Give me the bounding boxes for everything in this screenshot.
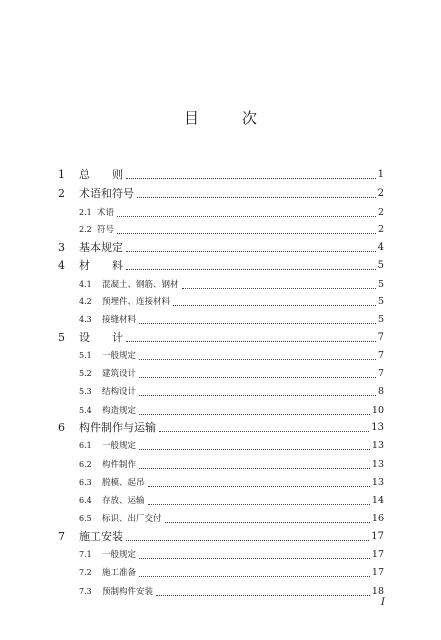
toc-entry[interactable] [0,561,441,579]
toc-entry[interactable] [0,254,441,272]
toc-entry-page: 13 [371,422,384,433]
toc-entry-number: 1 [58,168,65,181]
toc-entry-page: 8 [377,386,384,397]
toc-entry-title: 一般规定 [102,550,137,560]
toc-leader-dots [137,197,376,198]
toc-entry-number: 2 [58,186,65,200]
toc-entry[interactable] [0,344,441,362]
toc-entry[interactable] [0,218,441,236]
page-number: I [381,597,385,608]
toc-entry-number: 6.5 [79,514,92,523]
toc-entry-number: 6.1 [79,441,92,450]
toc-entry-page: 17 [371,549,384,560]
toc-entry-title: 材 料 [79,259,123,272]
toc-entry-number: 5.4 [79,406,92,415]
toc-leader-dots [126,540,369,541]
toc-entry[interactable] [0,236,441,254]
toc-entry-page: 5 [377,279,384,290]
toc-entry-page: 7 [377,368,384,379]
toc-entry[interactable] [0,399,441,417]
toc-entry-number: 6.3 [79,478,92,487]
toc-entry-title: 基本规定 [79,241,123,254]
toc-entry-number: 4.1 [79,280,92,289]
toc-entry-number: 3 [58,241,65,254]
toc-entry-page: 13 [371,477,384,488]
toc-entry[interactable] [0,290,441,308]
toc-leader-dots [139,377,376,378]
toc-entry-number: 7 [58,530,65,543]
toc-entry-number: 5.2 [79,369,92,378]
toc-entry[interactable] [0,182,441,200]
toc-entry-title: 接缝材料 [102,315,137,325]
toc-leader-dots [156,595,370,596]
toc-leader-dots [173,305,376,306]
toc-entry-title: 施工安装 [79,530,123,543]
toc-entry[interactable] [0,580,441,598]
toc-entry[interactable] [0,507,441,525]
toc-leader-dots [159,431,369,432]
toc-entry-title: 脱模、起吊 [102,478,145,488]
toc-entry-page: 14 [371,495,384,506]
toc-entry-page: 2 [377,224,384,235]
toc-entry-number: 4.3 [79,315,92,324]
toc-entry-title: 混凝土、钢筋、钢材 [102,280,179,290]
toc-entry-number: 6 [58,421,65,434]
toc-leader-dots [139,395,376,396]
toc-entry-number: 5.3 [79,387,92,396]
toc-entry-page: 5 [377,260,384,271]
toc-entry-page: 7 [377,332,384,343]
toc-leader-dots [139,414,370,415]
toc-entry-page: 16 [371,513,384,524]
toc-leader-dots [126,178,376,179]
toc-entry[interactable] [0,163,441,181]
toc-entry-title: 存放、运输 [102,496,145,506]
toc-entry-title: 构造规定 [102,406,137,416]
toc-entry-page: 7 [377,350,384,361]
toc-entry[interactable] [0,453,441,471]
toc-entry-number: 7.2 [79,568,92,577]
toc-entry[interactable] [0,525,441,543]
toc-entry-title: 标识、出厂交付 [102,514,162,524]
toc-entry-title: 一般规定 [102,351,137,361]
toc-leader-dots [165,522,370,523]
toc-entry-number: 6.4 [79,496,92,505]
toc-entry-number: 2.1 [79,207,92,217]
toc-entry-number: 4 [58,259,65,272]
toc-leader-dots [139,449,370,450]
toc-entry-title: 一般规定 [102,441,137,451]
toc-leader-dots [139,359,376,360]
toc-leader-dots [117,233,376,234]
toc-entry[interactable] [0,362,441,380]
toc-leader-dots [139,323,376,324]
toc-leader-dots [139,576,370,577]
toc-entry[interactable] [0,489,441,507]
toc-entry[interactable] [0,434,441,452]
toc-entry[interactable] [0,416,441,434]
toc-entry[interactable] [0,380,441,398]
toc-entry-page: 17 [371,531,384,542]
toc-leader-dots [126,269,376,270]
toc-leader-dots [182,288,376,289]
toc-entry-title: 符号 [97,225,115,235]
toc-entry-page: 13 [371,440,384,451]
toc-entry-page: 5 [377,314,384,325]
toc-entry[interactable] [0,326,441,344]
toc-entry-page: 2 [377,187,384,199]
toc-entry-title: 构件制作与运输 [79,421,156,434]
toc-entry-page: 10 [371,405,384,416]
toc-entry-number: 4.2 [79,297,92,306]
toc-entry[interactable] [0,471,441,489]
toc-entry-page: 1 [377,169,384,180]
toc-entry-page: 4 [377,242,384,253]
toc-leader-dots [126,341,376,342]
toc-leader-dots [148,486,370,487]
toc-entry-title: 建筑设计 [102,369,137,379]
page-title: 目 次 [183,109,271,127]
toc-entry-title: 构件制作 [102,460,137,470]
toc-entry-title: 预制构件安装 [102,587,154,597]
toc-leader-dots [148,504,370,505]
toc-entry[interactable] [0,543,441,561]
toc-entry[interactable] [0,201,441,219]
toc-entry-title: 设 计 [79,331,123,344]
toc-entry-page: 13 [371,459,384,470]
toc-entry-number: 2.2 [79,225,92,234]
toc-leader-dots [139,558,370,559]
toc-entry-page: 5 [377,296,384,307]
toc-leader-dots [117,216,376,217]
toc-entry-title: 术语和符号 [79,186,134,200]
toc-entry-title: 预埋件、连接材料 [102,297,171,307]
toc-entry-number: 7.3 [79,587,92,596]
toc-entry-page: 17 [371,567,384,578]
toc-entry-page: 2 [377,206,384,218]
toc-entry[interactable] [0,273,441,291]
toc-entry-number: 5 [58,331,65,344]
toc-entry-title: 术语 [97,207,115,218]
toc-entry-page: 18 [371,586,384,597]
toc-entry-number: 7.1 [79,550,92,559]
toc-leader-dots [139,468,370,469]
toc-entry-title: 结构设计 [102,387,137,397]
toc-entry[interactable] [0,308,441,326]
toc-leader-dots [126,251,376,252]
toc-entry-number: 6.2 [79,460,92,469]
toc-entry-number: 5.1 [79,351,92,360]
toc-entry-title: 总 则 [79,168,123,181]
toc-entry-title: 施工准备 [102,568,137,578]
